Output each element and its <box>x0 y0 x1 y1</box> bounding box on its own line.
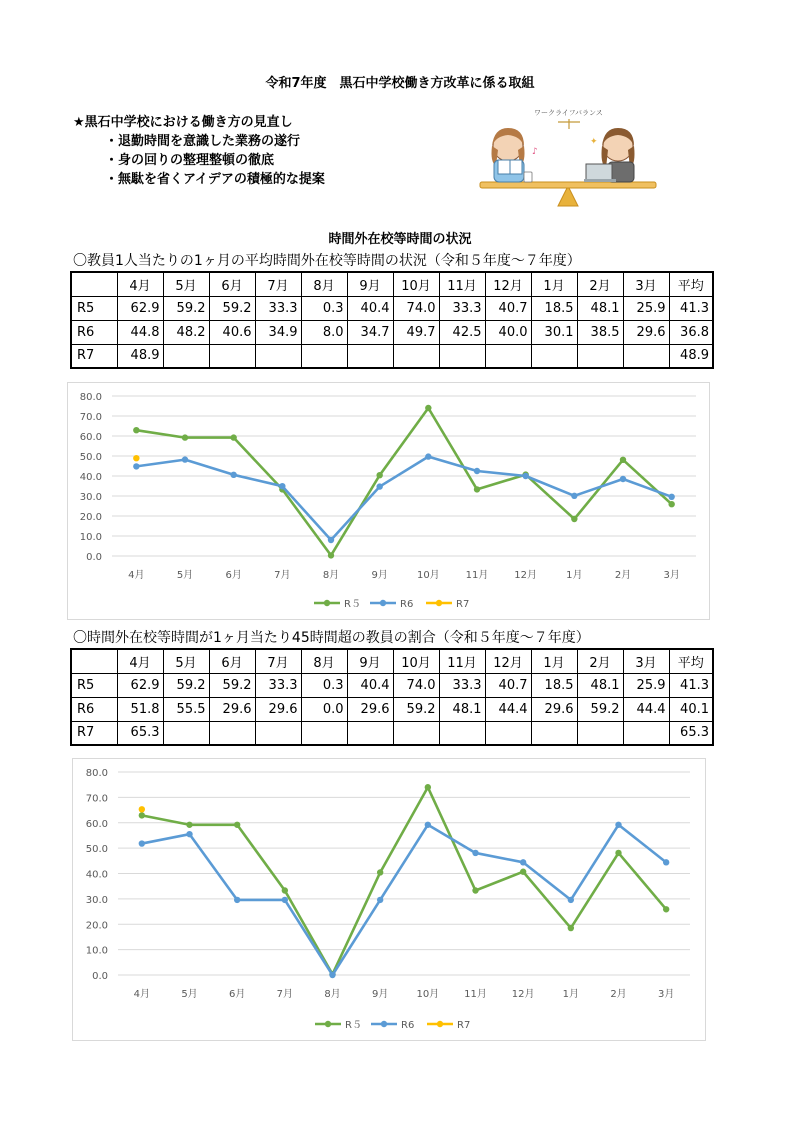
x-tick-label: 5月 <box>176 570 194 581</box>
row-label: R6 <box>71 697 117 721</box>
header-cell: 4月 <box>117 649 163 673</box>
y-tick-label: 70.0 <box>85 793 108 805</box>
row-label: R7 <box>71 344 117 368</box>
value-cell: 25.9 <box>623 673 669 697</box>
value-cell: 30.1 <box>531 320 577 344</box>
header-cell: 5月 <box>163 649 209 673</box>
header-cell: 11月 <box>439 272 485 296</box>
data-point <box>568 925 574 931</box>
value-cell <box>255 721 301 745</box>
value-cell: 40.4 <box>347 296 393 320</box>
y-tick-label: 10.0 <box>79 532 102 543</box>
y-tick-label: 50.0 <box>85 844 108 856</box>
svg-text:✦: ✦ <box>590 137 598 147</box>
header-cell: 12月 <box>485 272 531 296</box>
data-point <box>425 784 431 790</box>
header-cell: 6月 <box>209 649 255 673</box>
header-corner-cell <box>71 649 117 673</box>
value-cell: 29.6 <box>209 697 255 721</box>
data-point <box>234 897 240 903</box>
data-point <box>472 887 478 893</box>
value-cell: 59.2 <box>163 296 209 320</box>
y-tick-label: 20.0 <box>85 920 108 932</box>
work-life-balance-picture <box>468 102 668 208</box>
legend-label: R6 <box>401 1020 415 1031</box>
x-tick-label: 6月 <box>228 989 246 1000</box>
x-tick-label: 9月 <box>371 570 388 581</box>
legend-label: R５ <box>344 599 361 610</box>
value-cell <box>163 344 209 368</box>
value-cell <box>301 721 347 745</box>
row-label: R7 <box>71 721 117 745</box>
chart1-container <box>67 382 710 620</box>
value-cell <box>577 721 623 745</box>
value-cell: 48.2 <box>163 320 209 344</box>
data-point <box>668 494 674 500</box>
value-cell: 40.0 <box>485 320 531 344</box>
value-cell <box>209 721 255 745</box>
y-tick-label: 50.0 <box>79 452 102 463</box>
svg-text:♪: ♪ <box>532 147 538 157</box>
value-cell: 59.2 <box>393 697 439 721</box>
over45-ratio-table <box>70 648 714 746</box>
policy-item: ・無駄を省くアイデアの積極的な提案 <box>105 172 325 187</box>
table-row <box>71 697 713 721</box>
data-point <box>668 501 674 507</box>
value-cell: 40.7 <box>485 673 531 697</box>
value-cell: 74.0 <box>393 673 439 697</box>
value-cell: 40.6 <box>209 320 255 344</box>
overtime-average-chart <box>68 383 711 621</box>
data-point <box>520 869 526 875</box>
data-point <box>282 897 288 903</box>
x-tick-label: 6月 <box>225 570 242 581</box>
x-tick-label: 9月 <box>371 989 389 1000</box>
legend-marker <box>436 600 442 606</box>
header-cell: 7月 <box>255 649 301 673</box>
value-cell: 48.1 <box>439 697 485 721</box>
header-cell: 1月 <box>531 272 577 296</box>
series-line <box>142 787 666 974</box>
legend-label: R7 <box>457 1020 471 1031</box>
data-point <box>663 859 669 865</box>
table-header-row <box>71 649 713 673</box>
data-point <box>133 455 139 461</box>
header-cell: 2月 <box>577 272 623 296</box>
data-point <box>474 486 480 492</box>
data-point <box>620 476 626 482</box>
data-point <box>425 405 431 411</box>
table-row <box>71 320 713 344</box>
header-cell: 6月 <box>209 272 255 296</box>
over45-ratio-chart <box>73 759 707 1042</box>
value-cell: 62.9 <box>117 296 163 320</box>
value-cell <box>485 721 531 745</box>
x-tick-label: 11月 <box>465 570 489 581</box>
x-tick-label: 4月 <box>133 989 151 1000</box>
value-cell <box>255 344 301 368</box>
data-point <box>571 493 577 499</box>
data-point <box>139 840 145 846</box>
data-point <box>620 457 626 463</box>
value-cell: 59.2 <box>209 296 255 320</box>
header-cell: 8月 <box>301 272 347 296</box>
header-cell: 12月 <box>485 649 531 673</box>
data-point <box>571 516 577 522</box>
x-tick-label: 8月 <box>324 989 341 1000</box>
x-tick-label: 7月 <box>274 570 291 581</box>
x-tick-label: 2月 <box>614 570 632 581</box>
data-point <box>182 456 188 462</box>
table2-caption: 〇時間外在校等時間が1ヶ月当たり45時間超の教員の割合（令和５年度～７年度） <box>73 630 590 646</box>
value-cell: 34.7 <box>347 320 393 344</box>
value-cell: 51.8 <box>117 697 163 721</box>
value-cell: 33.3 <box>439 296 485 320</box>
value-cell: 44.4 <box>623 697 669 721</box>
y-tick-label: 60.0 <box>85 818 108 830</box>
y-tick-label: 70.0 <box>79 412 102 423</box>
value-cell <box>485 344 531 368</box>
x-tick-label: 4月 <box>128 570 145 581</box>
value-cell: 40.1 <box>669 697 713 721</box>
value-cell: 65.3 <box>117 721 163 745</box>
data-point <box>133 463 139 469</box>
header-cell: 2月 <box>577 649 623 673</box>
y-tick-label: 0.0 <box>92 971 108 982</box>
legend-label: R５ <box>345 1020 362 1031</box>
x-tick-label: 10月 <box>416 570 440 581</box>
policy-list <box>105 132 325 189</box>
value-cell: 59.2 <box>209 673 255 697</box>
value-cell: 74.0 <box>393 296 439 320</box>
value-cell <box>623 721 669 745</box>
data-point <box>376 472 382 478</box>
value-cell: 40.7 <box>485 296 531 320</box>
y-tick-label: 80.0 <box>85 768 108 779</box>
value-cell: 41.3 <box>669 673 713 697</box>
x-tick-label: 1月 <box>562 989 580 1000</box>
value-cell: 0.3 <box>301 673 347 697</box>
y-tick-label: 0.0 <box>86 552 102 563</box>
row-label: R5 <box>71 296 117 320</box>
work-life-balance-illustration <box>468 102 668 208</box>
value-cell: 25.9 <box>623 296 669 320</box>
value-cell: 65.3 <box>669 721 713 745</box>
x-tick-label: 2月 <box>610 989 627 1000</box>
y-tick-label: 10.0 <box>85 945 108 957</box>
x-tick-label: 12月 <box>514 570 538 581</box>
data-point <box>615 850 621 856</box>
value-cell: 33.3 <box>439 673 485 697</box>
data-point <box>376 483 382 489</box>
policy-item: ・身の回りの整理整頓の徹底 <box>105 153 275 168</box>
legend-marker <box>437 1021 443 1027</box>
value-cell: 18.5 <box>531 296 577 320</box>
value-cell: 29.6 <box>623 320 669 344</box>
value-cell: 18.5 <box>531 673 577 697</box>
value-cell: 55.5 <box>163 697 209 721</box>
legend-marker <box>380 600 386 606</box>
value-cell: 33.3 <box>255 296 301 320</box>
data-point <box>328 537 334 543</box>
data-point <box>328 552 334 558</box>
data-point <box>234 822 240 828</box>
section-title: 時間外在校等時間の状況 <box>328 232 472 247</box>
value-cell: 36.8 <box>669 320 713 344</box>
data-point <box>230 472 236 478</box>
value-cell: 33.3 <box>255 673 301 697</box>
header-cell: 平均 <box>669 272 713 296</box>
table-row <box>71 296 713 320</box>
y-tick-label: 30.0 <box>85 894 108 906</box>
x-tick-label: 12月 <box>511 989 535 1000</box>
value-cell: 29.6 <box>255 697 301 721</box>
value-cell <box>393 344 439 368</box>
value-cell <box>531 344 577 368</box>
legend-label: R6 <box>400 599 414 610</box>
value-cell: 29.6 <box>531 697 577 721</box>
value-cell: 42.5 <box>439 320 485 344</box>
header-cell: 9月 <box>347 649 393 673</box>
value-cell: 48.1 <box>577 296 623 320</box>
legend-marker <box>325 1021 331 1027</box>
value-cell: 29.6 <box>347 697 393 721</box>
value-cell: 62.9 <box>117 673 163 697</box>
illustration-caption: ワークライフバランス <box>534 109 603 117</box>
x-tick-label: 5月 <box>181 989 198 1000</box>
data-point <box>663 906 669 912</box>
data-point <box>377 897 383 903</box>
data-point <box>329 972 335 978</box>
overtime-average-table <box>70 271 714 369</box>
legend-marker <box>324 600 330 606</box>
value-cell: 40.4 <box>347 673 393 697</box>
data-point <box>182 434 188 440</box>
data-point <box>230 434 236 440</box>
header-cell: 3月 <box>623 649 669 673</box>
value-cell <box>209 344 255 368</box>
data-point <box>568 897 574 903</box>
data-point <box>474 468 480 474</box>
value-cell <box>163 721 209 745</box>
value-cell: 0.3 <box>301 296 347 320</box>
header-cell: 9月 <box>347 272 393 296</box>
row-label: R6 <box>71 320 117 344</box>
value-cell <box>577 344 623 368</box>
data-point <box>425 822 431 828</box>
data-point <box>282 887 288 893</box>
table-row <box>71 673 713 697</box>
header-cell: 10月 <box>393 272 439 296</box>
value-cell: 59.2 <box>577 697 623 721</box>
x-tick-label: 3月 <box>663 570 680 581</box>
header-cell: 8月 <box>301 649 347 673</box>
legend-label: R7 <box>456 599 470 610</box>
header-cell: 5月 <box>163 272 209 296</box>
value-cell <box>347 721 393 745</box>
value-cell: 34.9 <box>255 320 301 344</box>
value-cell: 41.3 <box>669 296 713 320</box>
value-cell: 8.0 <box>301 320 347 344</box>
data-point <box>472 850 478 856</box>
data-point <box>615 822 621 828</box>
chart2-container <box>72 758 706 1041</box>
y-tick-label: 30.0 <box>79 492 102 503</box>
value-cell <box>623 344 669 368</box>
header-cell: 1月 <box>531 649 577 673</box>
policy-block <box>73 113 325 189</box>
value-cell <box>347 344 393 368</box>
header-cell: 10月 <box>393 649 439 673</box>
y-tick-label: 40.0 <box>85 869 108 881</box>
x-tick-label: 1月 <box>566 570 583 581</box>
data-point <box>139 806 145 812</box>
table-row <box>71 721 713 745</box>
data-point <box>520 859 526 865</box>
table-row <box>71 344 713 368</box>
data-point <box>425 453 431 459</box>
y-tick-label: 40.0 <box>79 472 102 483</box>
y-tick-label: 20.0 <box>79 512 102 523</box>
data-point <box>377 869 383 875</box>
data-point <box>133 427 139 433</box>
data-point <box>522 473 528 479</box>
y-tick-label: 80.0 <box>79 392 102 403</box>
header-cell: 平均 <box>669 649 713 673</box>
y-tick-label: 60.0 <box>79 432 102 443</box>
x-tick-label: 8月 <box>322 570 340 581</box>
value-cell: 48.9 <box>117 344 163 368</box>
policy-item: ・退勤時間を意識した業務の遂行 <box>105 134 301 149</box>
header-cell: 11月 <box>439 649 485 673</box>
value-cell: 38.5 <box>577 320 623 344</box>
value-cell <box>301 344 347 368</box>
data-point <box>186 831 192 837</box>
value-cell <box>439 344 485 368</box>
x-tick-label: 3月 <box>657 989 675 1000</box>
header-cell: 7月 <box>255 272 301 296</box>
x-tick-label: 11月 <box>464 989 487 1000</box>
x-tick-label: 10月 <box>416 989 440 1000</box>
value-cell <box>531 721 577 745</box>
policy-heading: ★黒石中学校における働き方の見直し <box>73 115 293 130</box>
value-cell: 0.0 <box>301 697 347 721</box>
data-point <box>186 822 192 828</box>
value-cell: 44.8 <box>117 320 163 344</box>
header-cell: 3月 <box>623 272 669 296</box>
table-header-row <box>71 272 713 296</box>
table1-caption: 〇教員1人当たりの1ヶ月の平均時間外在校等時間の状況（令和５年度～７年度） <box>73 253 581 269</box>
value-cell: 48.1 <box>577 673 623 697</box>
value-cell <box>439 721 485 745</box>
value-cell: 48.9 <box>669 344 713 368</box>
x-tick-label: 7月 <box>276 989 294 1000</box>
document-title: 令和7年度 黒石中学校働き方改革に係る取組 <box>265 76 535 91</box>
data-point <box>139 812 145 818</box>
value-cell <box>393 721 439 745</box>
series-line <box>136 408 671 555</box>
legend-marker <box>381 1021 387 1027</box>
header-corner-cell <box>71 272 117 296</box>
data-point <box>279 483 285 489</box>
header-cell: 4月 <box>117 272 163 296</box>
row-label: R5 <box>71 673 117 697</box>
value-cell: 49.7 <box>393 320 439 344</box>
value-cell: 59.2 <box>163 673 209 697</box>
value-cell: 44.4 <box>485 697 531 721</box>
